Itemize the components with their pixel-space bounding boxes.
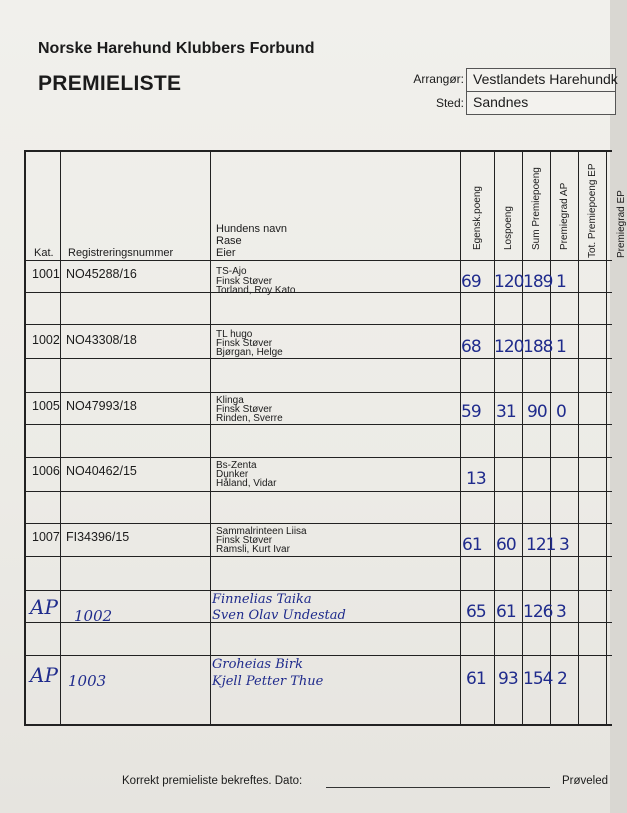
date-signature-line [326,787,550,788]
header-lospoeng: Lospoeng [503,206,514,250]
header-tot-premiepoeng: Tot. Premiepoeng EP [587,163,598,258]
header-premiegrad-ap: Premiegrad AP [559,182,570,250]
place-field: Sandnes [466,91,616,115]
organization-name: Norske Harehund Klubbers Forbund [38,40,315,57]
header-egensk: Egensk.poeng [472,186,483,250]
header-registration: Registreringsnummer [68,247,174,259]
arranger-field: Vestlandets Harehundk [466,68,616,92]
header-owner: Eier [216,247,236,259]
header-kat: Kat. [34,247,54,259]
results-table: Kat. Registreringsnummer Hundens navn Rase Eier Egensk.poeng Lospoeng Sum Premiepoeng Premiegrad AP Tot. Premiepoeng EP Premiegrad EP 1001 NO45288/16 TS-Ajo Finsk Støver Torland, Roy Kato 69 120 189 1 1002 NO43308/18 TL hugo Finsk Støver Bjørgan, Helge 68 120 188 1 1005 NO47993/18 Klinga Finsk Støver Rinden, Sverre 59 31 90 0 1006 NO40462/15 Bs-Zenta Dunker Håland, Vidar 13 1007 FI34396/15 Sammalrinteen Liisa Finsk Støver Ramsli, Kurt Ivar 61 60 121 3 AP 1002 Finnelias Taika Sven Olav Undestad 65 61 126 3 AP 1003 Groheias Birk Kjell Petter Thue 61 93 154 2 [24,150,612,726]
header-breed: Rase [216,235,242,247]
header-dog-name: Hundens navn [216,223,287,235]
header-premiegrad-ep: Premiegrad EP [616,190,627,258]
place-label: Sted: [435,96,464,110]
judge-label: Prøveled [562,775,609,787]
header-sum: Sum Premiepoeng [531,167,542,250]
confirmation-text: Korrekt premieliste bekreftes. Dato: [122,775,303,787]
arranger-label: Arrangør: [413,72,464,86]
document-title: PREMIELISTE [38,72,182,95]
